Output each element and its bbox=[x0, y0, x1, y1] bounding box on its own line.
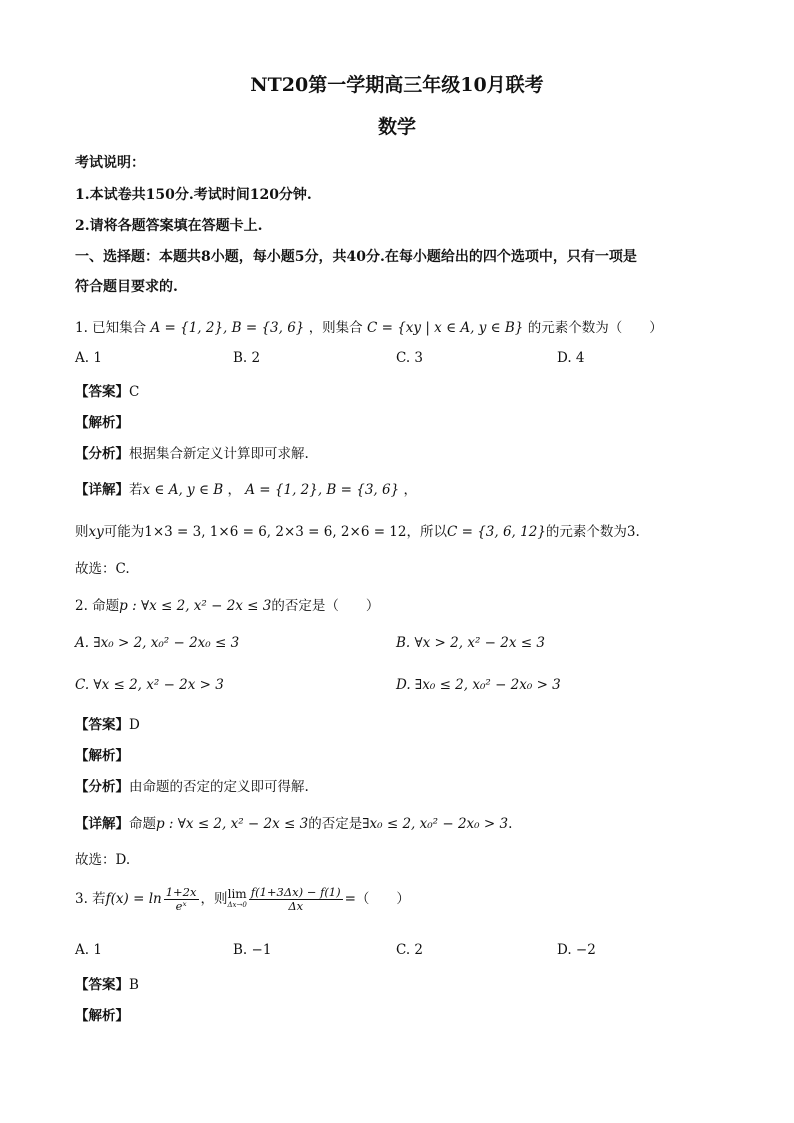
q1-option-b: B. 2 bbox=[233, 350, 261, 366]
q3-lim-sub: Δx→0 bbox=[227, 900, 247, 909]
q3-f-lhs: f(x) = ln bbox=[105, 891, 162, 907]
section-heading-line-1: 一、选择题：本题共8小题，每小题5分，共40分.在每小题给出的四个选项中，只有一项是 bbox=[75, 249, 637, 265]
q1-detail2-set: C = {3, 6, 12} bbox=[446, 524, 546, 540]
q3-answer bbox=[75, 973, 139, 993]
q3-f-numerator: 1+2x bbox=[165, 885, 197, 899]
q1-fenxi bbox=[75, 442, 309, 462]
q1-detail2-prefix: 则 bbox=[75, 524, 89, 540]
q1-option-a: A. 1 bbox=[75, 350, 102, 366]
section-heading-line-2: 符合题目要求的. bbox=[75, 279, 178, 295]
q1-set-a: A = {1, 2}, B = {3, 6} bbox=[150, 320, 305, 336]
q1-fenxi-tag: 【分析】 bbox=[75, 446, 129, 462]
q1-analysis-tag bbox=[75, 411, 129, 431]
question-1-stem bbox=[75, 316, 663, 336]
q2-fenxi-tag: 【分析】 bbox=[75, 779, 129, 795]
q1-option-c: C. 3 bbox=[396, 350, 424, 366]
q2-answer-value: D bbox=[129, 717, 140, 733]
q1-detail-tag: 【详解】 bbox=[75, 482, 129, 498]
q3-option-a: A. 1 bbox=[75, 942, 102, 958]
q1-prefix: 1. 已知集合 bbox=[75, 320, 147, 336]
q3-option-d: D. −2 bbox=[557, 942, 596, 958]
q3-option-b: B. −1 bbox=[233, 942, 272, 958]
q3-limit bbox=[227, 886, 247, 911]
q3-f-fraction bbox=[164, 886, 199, 913]
q1-analysis-label: 【解析】 bbox=[75, 415, 129, 431]
q1-detail2-var: xy bbox=[88, 524, 104, 540]
q2-conclusion: 故选：D. bbox=[75, 852, 131, 868]
q1-conclusion: 故选：C. bbox=[75, 561, 130, 577]
q2-detail-prefix: 命题 bbox=[129, 816, 156, 832]
question-2-stem bbox=[75, 594, 379, 614]
q1-answer bbox=[75, 380, 139, 400]
q1-answer-value: C bbox=[129, 384, 140, 400]
q2-detail bbox=[75, 812, 512, 832]
q2-fenxi-text: 由命题的否定的定义即可得解. bbox=[129, 779, 309, 795]
q3-f-denominator: eˣ bbox=[175, 899, 187, 913]
instructions-heading: 考试说明： bbox=[75, 155, 145, 171]
q2-option-a: A. ∃x₀ > 2, x₀² − 2x₀ ≤ 3 bbox=[75, 635, 240, 651]
q3-analysis-tag bbox=[75, 1004, 129, 1024]
q1-detail2-suffix: 的元素个数为3. bbox=[545, 524, 640, 540]
q3-mid: ，则 bbox=[200, 891, 228, 907]
q2-detail-tag: 【详解】 bbox=[75, 816, 129, 832]
q1-detail-2 bbox=[75, 520, 640, 540]
q2-option-c: C. ∀x ≤ 2, x² − 2x > 3 bbox=[75, 677, 224, 693]
q3-prefix: 3. 若 bbox=[75, 891, 106, 907]
page-subtitle: 数学 bbox=[377, 116, 416, 138]
instruction-item-2: 2.请将各题答案填在答题卡上. bbox=[75, 218, 263, 234]
q1-mid: ，则集合 bbox=[308, 320, 363, 336]
q3-answer-tag: 【答案】 bbox=[75, 977, 129, 993]
q1-detail2-calc: 1×3 = 3, 1×6 = 6, 2×3 = 6, 2×6 = 12 bbox=[144, 524, 407, 540]
q2-answer bbox=[75, 713, 140, 733]
q2-option-d: D. ∃x₀ ≤ 2, x₀² − 2x₀ > 3 bbox=[396, 677, 561, 693]
q2-prefix: 2. 命题 bbox=[75, 598, 120, 614]
q2-detail-neg: ∃x₀ ≤ 2, x₀² − 2x₀ > 3 bbox=[362, 816, 509, 832]
q2-answer-tag: 【答案】 bbox=[75, 717, 129, 733]
q1-set-c: C = {xy | x ∈ A, y ∈ B} bbox=[366, 320, 524, 336]
q2-detail-mid: 的否定是 bbox=[308, 816, 363, 832]
q1-detail: 【详解】若x ∈ A, y ∈ B ， A = {1, 2}, B = {3, 6} ， bbox=[75, 482, 417, 498]
q1-option-d: D. 4 bbox=[557, 350, 585, 366]
q3-lim-numerator: f(1+3Δx) − f(1) bbox=[250, 885, 341, 899]
q1-detail-prefix: 若 bbox=[129, 482, 143, 498]
q1-answer-tag: 【答案】 bbox=[75, 384, 129, 400]
q2-suffix: 的否定是（ ） bbox=[271, 598, 380, 614]
question-3-stem bbox=[75, 886, 410, 913]
q3-answer-value: B bbox=[129, 977, 139, 993]
q1-detail-cond: x ∈ A, y ∈ B bbox=[142, 482, 224, 498]
q3-lim-denominator: Δx bbox=[288, 899, 304, 913]
q1-detail2-mid: 可能为 bbox=[103, 524, 145, 540]
q1-detail-sets: A = {1, 2}, B = {3, 6} bbox=[245, 482, 400, 498]
q3-lim-fraction bbox=[249, 886, 343, 913]
q2-fenxi bbox=[75, 775, 309, 795]
q1-fenxi-text: 根据集合新定义计算即可求解. bbox=[129, 446, 309, 462]
instruction-item-1: 1.本试卷共150分.考试时间120分钟. bbox=[75, 187, 312, 203]
q3-suffix: =（ ） bbox=[344, 891, 410, 907]
q1-detail2-mid2: ，所以 bbox=[406, 524, 447, 540]
page-title: NT20第一学期高三年级10月联考 bbox=[250, 74, 544, 96]
q2-prop: p : ∀x ≤ 2, x² − 2x ≤ 3 bbox=[119, 598, 272, 614]
q2-analysis-label: 【解析】 bbox=[75, 748, 129, 764]
q2-option-b: B. ∀x > 2, x² − 2x ≤ 3 bbox=[396, 635, 545, 651]
q3-option-c: C. 2 bbox=[396, 942, 424, 958]
q1-suffix: 的元素个数为（ ） bbox=[527, 320, 663, 336]
q2-detail-suffix: . bbox=[508, 816, 513, 832]
q3-lim-word: lim bbox=[227, 886, 247, 901]
q2-detail-prop: p : ∀x ≤ 2, x² − 2x ≤ 3 bbox=[156, 816, 309, 832]
q3-analysis-label: 【解析】 bbox=[75, 1008, 129, 1024]
q2-analysis-tag bbox=[75, 744, 129, 764]
